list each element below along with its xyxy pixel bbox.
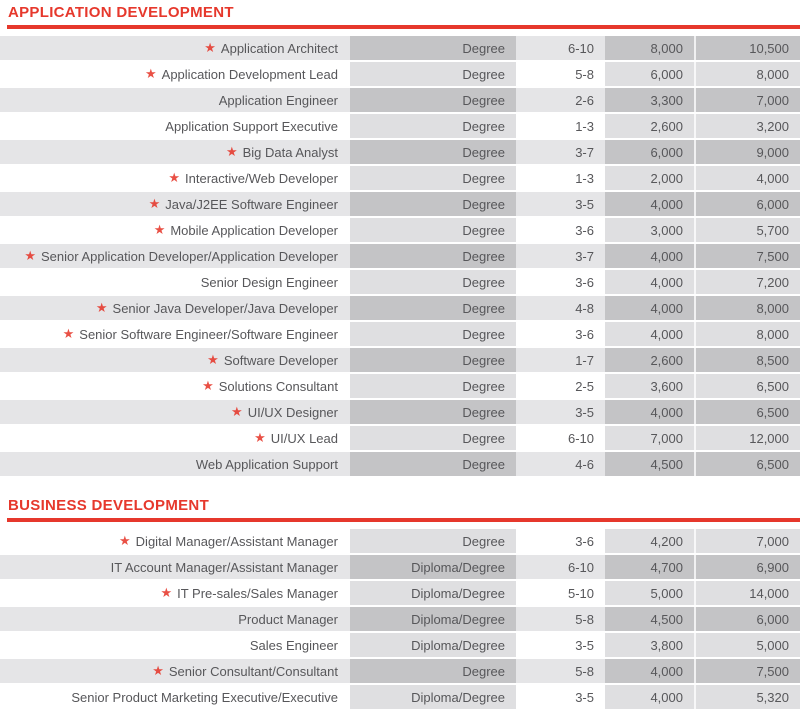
experience-cell: 6-10: [516, 555, 605, 579]
min-salary-cell: 4,500: [605, 607, 694, 631]
experience-cell: 1-7: [516, 348, 605, 372]
min-salary-cell: 3,300: [605, 88, 694, 112]
job-title-cell: [0, 114, 350, 138]
job-title-cell: [0, 529, 350, 553]
max-salary-cell: 7,000: [694, 529, 800, 553]
experience-cell: 6-10: [516, 36, 605, 60]
section-underline-bar: [7, 25, 800, 29]
qualification-cell: Degree: [350, 166, 516, 190]
max-salary-cell: 4,000: [694, 166, 800, 190]
experience-cell: 3-5: [516, 400, 605, 424]
qualification-cell: Degree: [350, 400, 516, 424]
section-rows: [0, 36, 800, 476]
job-title-text: IT Pre-sales/Sales Manager: [177, 585, 338, 601]
star-icon: ★: [160, 585, 173, 600]
job-title-cell: [0, 374, 350, 398]
qualification-cell: Degree: [350, 452, 516, 476]
section-title: APPLICATION DEVELOPMENT: [8, 4, 234, 21]
job-title-text: Senior Consultant/Consultant: [168, 663, 338, 679]
salary-row: [0, 166, 800, 190]
experience-cell: 3-6: [516, 218, 605, 242]
star-icon: ★: [148, 196, 161, 211]
max-salary-cell: 7,500: [694, 659, 800, 683]
section-underline-bar: [7, 518, 800, 522]
star-icon: ★: [152, 663, 164, 678]
experience-cell: 4-6: [516, 452, 605, 476]
max-salary-cell: 3,200: [694, 114, 800, 138]
experience-cell: 4-8: [516, 296, 605, 320]
job-title-cell: [0, 633, 350, 657]
min-salary-cell: 4,000: [605, 322, 694, 346]
salary-row: [0, 400, 800, 424]
job-title-text: Application Support Executive: [165, 118, 338, 134]
max-salary-cell: 6,900: [694, 555, 800, 579]
qualification-cell: Diploma/Degree: [350, 633, 516, 657]
job-title-text: Application Architect: [220, 40, 338, 56]
experience-cell: 5-8: [516, 607, 605, 631]
min-salary-cell: 4,700: [605, 555, 694, 579]
experience-cell: 3-6: [516, 270, 605, 294]
min-salary-cell: 7,000: [605, 426, 694, 450]
job-title-cell: [0, 607, 350, 631]
job-title-cell: [0, 296, 350, 320]
max-salary-cell: 8,000: [694, 296, 800, 320]
job-title-text: Senior Application Developer/Application Developer: [40, 248, 338, 264]
salary-row: [0, 62, 800, 86]
job-title-cell: [0, 581, 350, 605]
qualification-cell: Degree: [350, 270, 516, 294]
min-salary-cell: 6,000: [605, 62, 694, 86]
job-title-text: Sales Engineer: [249, 637, 338, 653]
job-title-text: IT Account Manager/Assistant Manager: [110, 559, 338, 575]
job-title-cell: [0, 685, 350, 709]
qualification-cell: Degree: [350, 192, 516, 216]
max-salary-cell: 7,000: [694, 88, 800, 112]
job-title-text: Mobile Application Developer: [170, 222, 338, 238]
job-title-text: Web Application Support: [195, 456, 338, 472]
min-salary-cell: 5,000: [605, 581, 694, 605]
section-header: [0, 493, 800, 522]
experience-cell: 3-7: [516, 244, 605, 268]
qualification-cell: Degree: [350, 114, 516, 138]
salary-row: [0, 659, 800, 683]
max-salary-cell: 5,700: [694, 218, 800, 242]
salary-row: [0, 296, 800, 320]
job-title-text: Big Data Analyst: [242, 144, 338, 160]
job-title-cell: [0, 244, 350, 268]
max-salary-cell: 8,000: [694, 62, 800, 86]
job-title-cell: [0, 322, 350, 346]
experience-cell: 5-8: [516, 659, 605, 683]
section-rows: [0, 529, 800, 709]
min-salary-cell: 4,000: [605, 296, 694, 320]
min-salary-cell: 3,800: [605, 633, 694, 657]
min-salary-cell: 6,000: [605, 140, 694, 164]
salary-row: [0, 36, 800, 60]
min-salary-cell: 4,000: [605, 192, 694, 216]
min-salary-cell: 2,600: [605, 348, 694, 372]
job-title-cell: [0, 426, 350, 450]
min-salary-cell: 3,600: [605, 374, 694, 398]
experience-cell: 3-7: [516, 140, 605, 164]
job-title-cell: [0, 270, 350, 294]
experience-cell: 5-10: [516, 581, 605, 605]
qualification-cell: Degree: [350, 322, 516, 346]
job-title-text: Senior Software Engineer/Software Engineer: [79, 326, 338, 342]
min-salary-cell: 4,000: [605, 270, 694, 294]
experience-cell: 5-8: [516, 62, 605, 86]
salary-row: [0, 322, 800, 346]
section-title: BUSINESS DEVELOPMENT: [8, 497, 210, 514]
job-title-cell: [0, 166, 350, 190]
experience-cell: 2-5: [516, 374, 605, 398]
experience-cell: 1-3: [516, 114, 605, 138]
job-title-text: Java/J2EE Software Engineer: [165, 196, 338, 212]
job-title-text: Senior Product Marketing Executive/Executive: [71, 689, 338, 705]
star-icon: ★: [254, 430, 266, 445]
job-title-cell: [0, 192, 350, 216]
job-title-cell: [0, 88, 350, 112]
star-icon: ★: [225, 144, 238, 159]
qualification-cell: Diploma/Degree: [350, 555, 516, 579]
max-salary-cell: 8,000: [694, 322, 800, 346]
job-title-cell: [0, 555, 350, 579]
qualification-cell: Degree: [350, 659, 516, 683]
star-icon: ★: [202, 378, 214, 393]
min-salary-cell: 4,000: [605, 244, 694, 268]
max-salary-cell: 6,500: [694, 452, 800, 476]
qualification-cell: Degree: [350, 529, 516, 553]
section-header: [0, 0, 800, 29]
salary-row: [0, 555, 800, 579]
job-title-cell: [0, 62, 350, 86]
max-salary-cell: 5,000: [694, 633, 800, 657]
max-salary-cell: 10,500: [694, 36, 800, 60]
min-salary-cell: 4,000: [605, 400, 694, 424]
max-salary-cell: 7,500: [694, 244, 800, 268]
star-icon: ★: [168, 170, 181, 185]
salary-row: [0, 244, 800, 268]
job-title-cell: [0, 348, 350, 372]
min-salary-cell: 8,000: [605, 36, 694, 60]
job-title-text: Solutions Consultant: [218, 378, 338, 394]
min-salary-cell: 4,000: [605, 685, 694, 709]
max-salary-cell: 6,000: [694, 192, 800, 216]
salary-row: [0, 581, 800, 605]
job-title-cell: [0, 140, 350, 164]
job-title-text: Interactive/Web Developer: [185, 170, 338, 186]
job-title-cell: [0, 400, 350, 424]
job-title-cell: [0, 452, 350, 476]
salary-row: [0, 426, 800, 450]
star-icon: ★: [231, 404, 243, 419]
star-icon: ★: [207, 352, 219, 367]
max-salary-cell: 12,000: [694, 426, 800, 450]
qualification-cell: Degree: [350, 140, 516, 164]
min-salary-cell: 2,600: [605, 114, 694, 138]
qualification-cell: Degree: [350, 218, 516, 242]
experience-cell: 3-6: [516, 322, 605, 346]
star-icon: ★: [145, 66, 157, 81]
max-salary-cell: 8,500: [694, 348, 800, 372]
job-title-text: UI/UX Lead: [270, 430, 338, 446]
qualification-cell: Degree: [350, 426, 516, 450]
job-title-text: Senior Java Developer/Java Developer: [112, 300, 338, 316]
job-title-cell: [0, 36, 350, 60]
experience-cell: 3-5: [516, 685, 605, 709]
job-title-cell: [0, 218, 350, 242]
experience-cell: 3-6: [516, 529, 605, 553]
job-title-cell: [0, 659, 350, 683]
max-salary-cell: 6,500: [694, 400, 800, 424]
salary-row: [0, 607, 800, 631]
qualification-cell: Degree: [350, 348, 516, 372]
job-title-text: Product Manager: [238, 611, 338, 627]
star-icon: ★: [24, 248, 36, 263]
max-salary-cell: 9,000: [694, 140, 800, 164]
star-icon: ★: [95, 300, 108, 315]
experience-cell: 3-5: [516, 633, 605, 657]
salary-row: [0, 374, 800, 398]
max-salary-cell: 6,000: [694, 607, 800, 631]
star-icon: ★: [204, 40, 216, 55]
salary-row: [0, 114, 800, 138]
experience-cell: 3-5: [516, 192, 605, 216]
job-title-text: UI/UX Designer: [247, 404, 338, 420]
qualification-cell: Degree: [350, 88, 516, 112]
salary-section: [0, 493, 800, 709]
salary-row: [0, 348, 800, 372]
salary-row: [0, 270, 800, 294]
salary-row: [0, 633, 800, 657]
min-salary-cell: 4,500: [605, 452, 694, 476]
qualification-cell: Degree: [350, 374, 516, 398]
job-title-text: Software Developer: [223, 352, 338, 368]
qualification-cell: Degree: [350, 296, 516, 320]
qualification-cell: Degree: [350, 244, 516, 268]
star-icon: ★: [119, 533, 131, 548]
min-salary-cell: 3,000: [605, 218, 694, 242]
qualification-cell: Degree: [350, 36, 516, 60]
salary-row: [0, 452, 800, 476]
max-salary-cell: 5,320: [694, 685, 800, 709]
experience-cell: 6-10: [516, 426, 605, 450]
min-salary-cell: 4,000: [605, 659, 694, 683]
min-salary-cell: 2,000: [605, 166, 694, 190]
max-salary-cell: 7,200: [694, 270, 800, 294]
salary-row: [0, 218, 800, 242]
experience-cell: 1-3: [516, 166, 605, 190]
job-title-text: Application Engineer: [218, 92, 338, 108]
min-salary-cell: 4,200: [605, 529, 694, 553]
salary-row: [0, 192, 800, 216]
job-title-text: Digital Manager/Assistant Manager: [135, 533, 338, 549]
qualification-cell: Diploma/Degree: [350, 581, 516, 605]
salary-row: [0, 529, 800, 553]
experience-cell: 2-6: [516, 88, 605, 112]
max-salary-cell: 6,500: [694, 374, 800, 398]
qualification-cell: Diploma/Degree: [350, 607, 516, 631]
salary-row: [0, 140, 800, 164]
qualification-cell: Diploma/Degree: [350, 685, 516, 709]
job-title-text: Application Development Lead: [161, 66, 338, 82]
salary-row: [0, 685, 800, 709]
qualification-cell: Degree: [350, 62, 516, 86]
salary-row: [0, 88, 800, 112]
star-icon: ★: [153, 222, 166, 237]
job-title-text: Senior Design Engineer: [200, 274, 338, 290]
max-salary-cell: 14,000: [694, 581, 800, 605]
star-icon: ★: [62, 326, 75, 341]
